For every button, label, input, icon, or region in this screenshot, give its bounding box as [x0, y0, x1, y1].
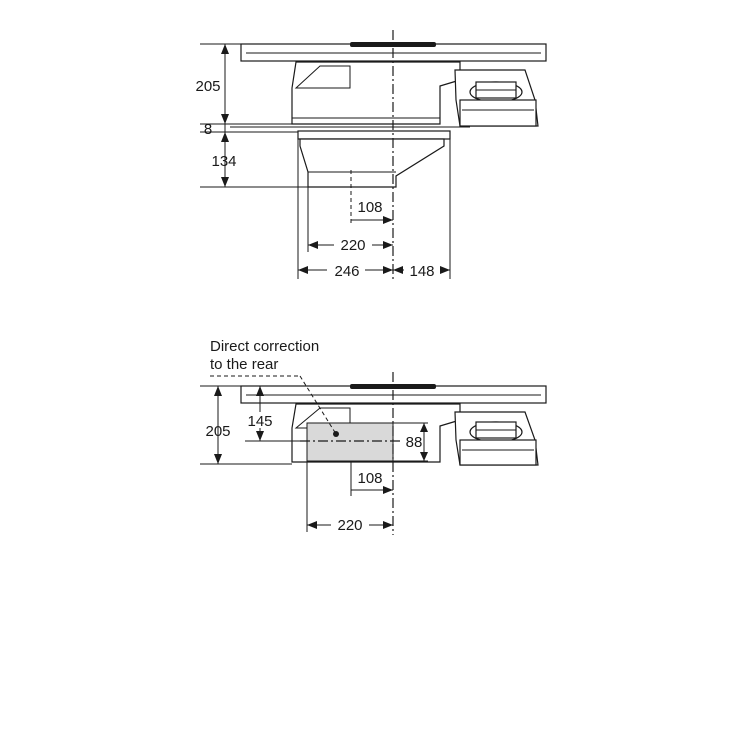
arrow-220-right	[383, 241, 393, 249]
arrow-205b-bottom	[214, 454, 222, 464]
arrow-220-left	[308, 241, 318, 249]
arrow-246-left	[298, 266, 308, 274]
arrow-134-top	[221, 132, 229, 142]
top-view	[195, 30, 546, 280]
arrow-205b-top	[214, 386, 222, 396]
dim-label-220-bottom: 220	[337, 517, 363, 534]
arrow-145-bottom	[256, 431, 264, 441]
dim-label-108-bottom: 108	[357, 470, 383, 487]
arrow-108-right	[383, 216, 393, 224]
dim-label-246: 246	[334, 263, 360, 280]
dim-label-134: 134	[211, 153, 237, 170]
arrow-148-left	[393, 266, 403, 274]
correction-point	[333, 431, 339, 437]
arrow-246-right	[383, 266, 393, 274]
duct-adapter	[300, 139, 444, 187]
dim-label-220: 220	[340, 237, 366, 254]
dim-label-205: 205	[195, 78, 221, 95]
extractor-housing	[292, 62, 460, 124]
dim-label-108: 108	[357, 199, 383, 216]
fan-base-bottom	[460, 440, 536, 465]
dim-label-148: 148	[409, 263, 435, 280]
dim-label-145: 145	[247, 413, 273, 430]
arrow-108b-right	[383, 486, 393, 494]
dim-label-88: 88	[405, 434, 423, 451]
duct-flange	[298, 131, 450, 139]
note-line-2: to the rear	[210, 356, 279, 373]
arrow-220b-left	[307, 521, 317, 529]
shaded-outlet	[307, 423, 393, 461]
arrow-148-right	[440, 266, 450, 274]
bottom-view	[200, 338, 546, 535]
arrow-205-top	[221, 44, 229, 54]
fan-base	[460, 100, 536, 126]
arrow-220b-right	[383, 521, 393, 529]
dim-label-205-bottom: 205	[205, 423, 231, 440]
arrow-134-bottom	[221, 177, 229, 187]
note-line-1: Direct correction	[210, 338, 320, 355]
dim-label-8: 8	[203, 121, 213, 138]
